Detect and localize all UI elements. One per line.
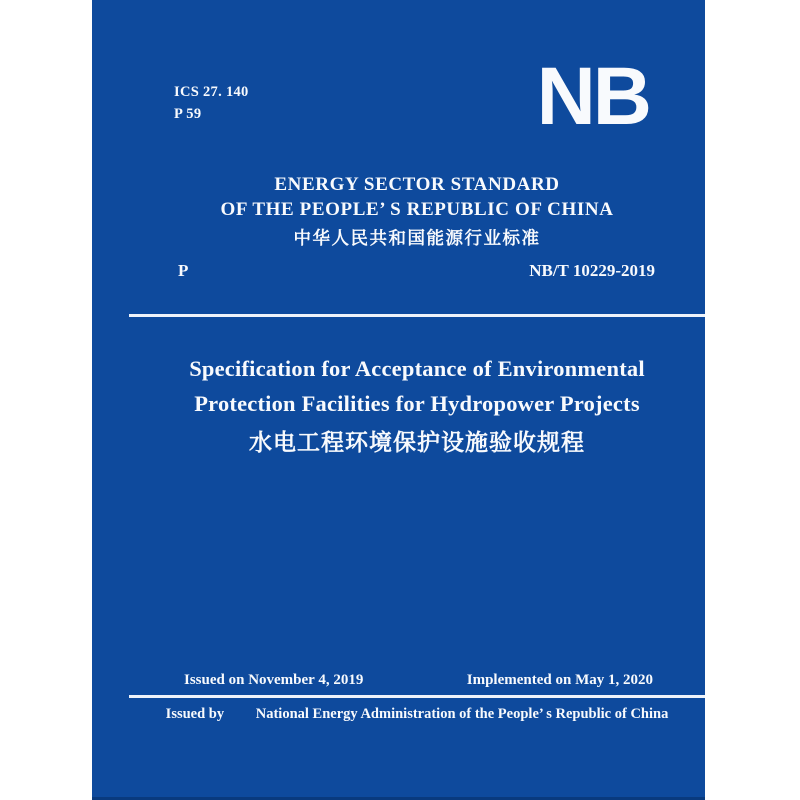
dates-row bbox=[184, 671, 653, 690]
ics-classification-block bbox=[174, 81, 249, 125]
header-divider-rule bbox=[129, 314, 705, 317]
title-en-line1: Specification for Acceptance of Environmental bbox=[189, 356, 645, 381]
standard-header-en-line1: ENERGY SECTOR STANDARD bbox=[274, 174, 560, 195]
standard-header-zh: 中华人民共和国能源行业标准 bbox=[293, 228, 541, 248]
code-row bbox=[178, 261, 655, 281]
implemented-date: Implemented on May 1, 2020 bbox=[466, 672, 653, 688]
standard-cover bbox=[92, 0, 705, 800]
classification-code: P 59 bbox=[174, 106, 202, 122]
doc-class-letter: P bbox=[178, 261, 189, 280]
footer-divider-rule bbox=[129, 695, 705, 698]
issuer-row bbox=[129, 705, 705, 724]
standard-number: NB/T 10229-2019 bbox=[529, 261, 655, 280]
nb-logo: NB bbox=[536, 51, 649, 142]
standard-header-en-line2: OF THE PEOPLE’ S REPUBLIC OF CHINA bbox=[220, 199, 614, 220]
issued-by-value: National Energy Administration of the People’ s Republic of China bbox=[255, 706, 669, 722]
issued-date: Issued on November 4, 2019 bbox=[184, 672, 364, 688]
title-en-line2: Protection Facilities for Hydropower Projects bbox=[194, 391, 640, 416]
standard-header bbox=[129, 172, 705, 249]
title-zh: 水电工程环境保护设施验收规程 bbox=[249, 430, 585, 455]
issued-by-label: Issued by bbox=[165, 706, 225, 722]
title-block bbox=[129, 351, 705, 458]
ics-code: ICS 27. 140 bbox=[174, 84, 249, 100]
